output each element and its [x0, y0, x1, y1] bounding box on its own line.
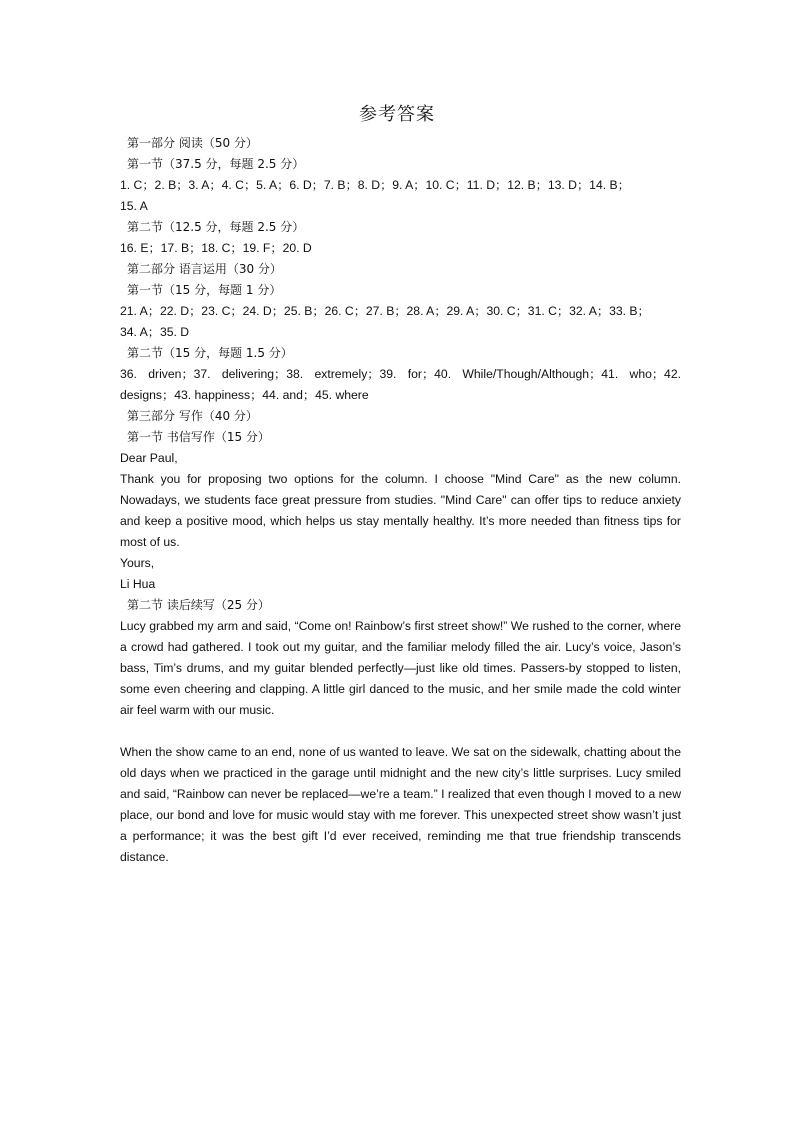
paragraph-gap: [120, 721, 681, 742]
part1-heading: 第一部分 阅读（50 分）: [127, 136, 258, 150]
part1-sec2-heading: 第二节（12.5 分，每题 2.5 分）: [127, 220, 305, 234]
part3-heading: 第三部分 写作（40 分）: [127, 409, 258, 423]
letter-salutation: Dear Paul,: [120, 451, 178, 465]
part2-sec1-answers-line2: 34. A；35. D: [120, 325, 190, 339]
part2-sec1-heading: 第一节（15 分，每题 1 分）: [127, 283, 282, 297]
part1-sec1-answers-line2: 15. A: [120, 199, 148, 213]
part2-heading: 第二部分 语言运用（30 分）: [127, 262, 282, 276]
part1-sec1-answers-line1: 1. C；2. B；3. A；4. C；5. A；6. D；7. B；8. D；9. A；10. C；11. D；12. B；13. D；14. B；: [120, 178, 630, 192]
letter-body: Thank you for proposing two options for the column. I choose "Mind Care" as the new column. Nowadays, we students face great pressure from studies. "Mind Care" can offer tips to reduce anxiety and keep a positive mood, which helps us stay mentally healthy. It’s more needed than fitness tips for most of us.: [120, 472, 681, 549]
letter-closing: Yours,: [120, 556, 155, 570]
part2-sec2-heading: 第二节（15 分，每题 1.5 分）: [127, 346, 293, 360]
part1-sec1-heading: 第一节（37.5 分，每题 2.5 分）: [127, 157, 305, 171]
part2-sec2-answers: 36. driven；37. delivering；38. extremely；39. for；40. While/Though/Although；41. who；42. designs；43. happiness；44. and；45. where: [120, 367, 681, 402]
part3-sec1-heading: 第一节 书信写作（15 分）: [127, 430, 270, 444]
part2-sec1-answers-line1: 21. A；22. D；23. C；24. D；25. B；26. C；27. B；28. A；29. A；30. C；31. C；32. A；33. B；: [120, 304, 650, 318]
part3-sec2-heading: 第二节 读后续写（25 分）: [127, 598, 270, 612]
letter-signature: Li Hua: [120, 577, 156, 591]
page-title: 参考答案: [359, 104, 435, 125]
answer-content: [120, 133, 681, 868]
continuation-paragraph-2: When the show came to an end, none of us wanted to leave. We sat on the sidewalk, chatting about the old days when we practiced in the garage until midnight and the new city’s little surprises. Lucy smiled and said, “Rainbow can never be replaced—we’re a team.” I realized that even though I moved to a new place, our bond and love for music would stay with me forever. This unexpected street show wasn’t just a performance; it was the best gift I’d ever received, reminding me that true friendship transcends distance.: [120, 745, 681, 864]
continuation-paragraph-1: Lucy grabbed my arm and said, “Come on! Rainbow’s first street show!” We rushed to the corner, where a crowd had gathered. I took out my guitar, and the familiar melody filled the air. Lucy’s voice, Jason’s bass, Tim’s drums, and my guitar blended perfectly—just like old times. Passers-by stopped to listen, some even cheering and clapping. A little girl danced to the music, and her smile made the cold winter air feel warm with our music.: [120, 619, 681, 717]
part1-sec2-answers: 16. E；17. B；18. C；19. F；20. D: [120, 241, 312, 255]
